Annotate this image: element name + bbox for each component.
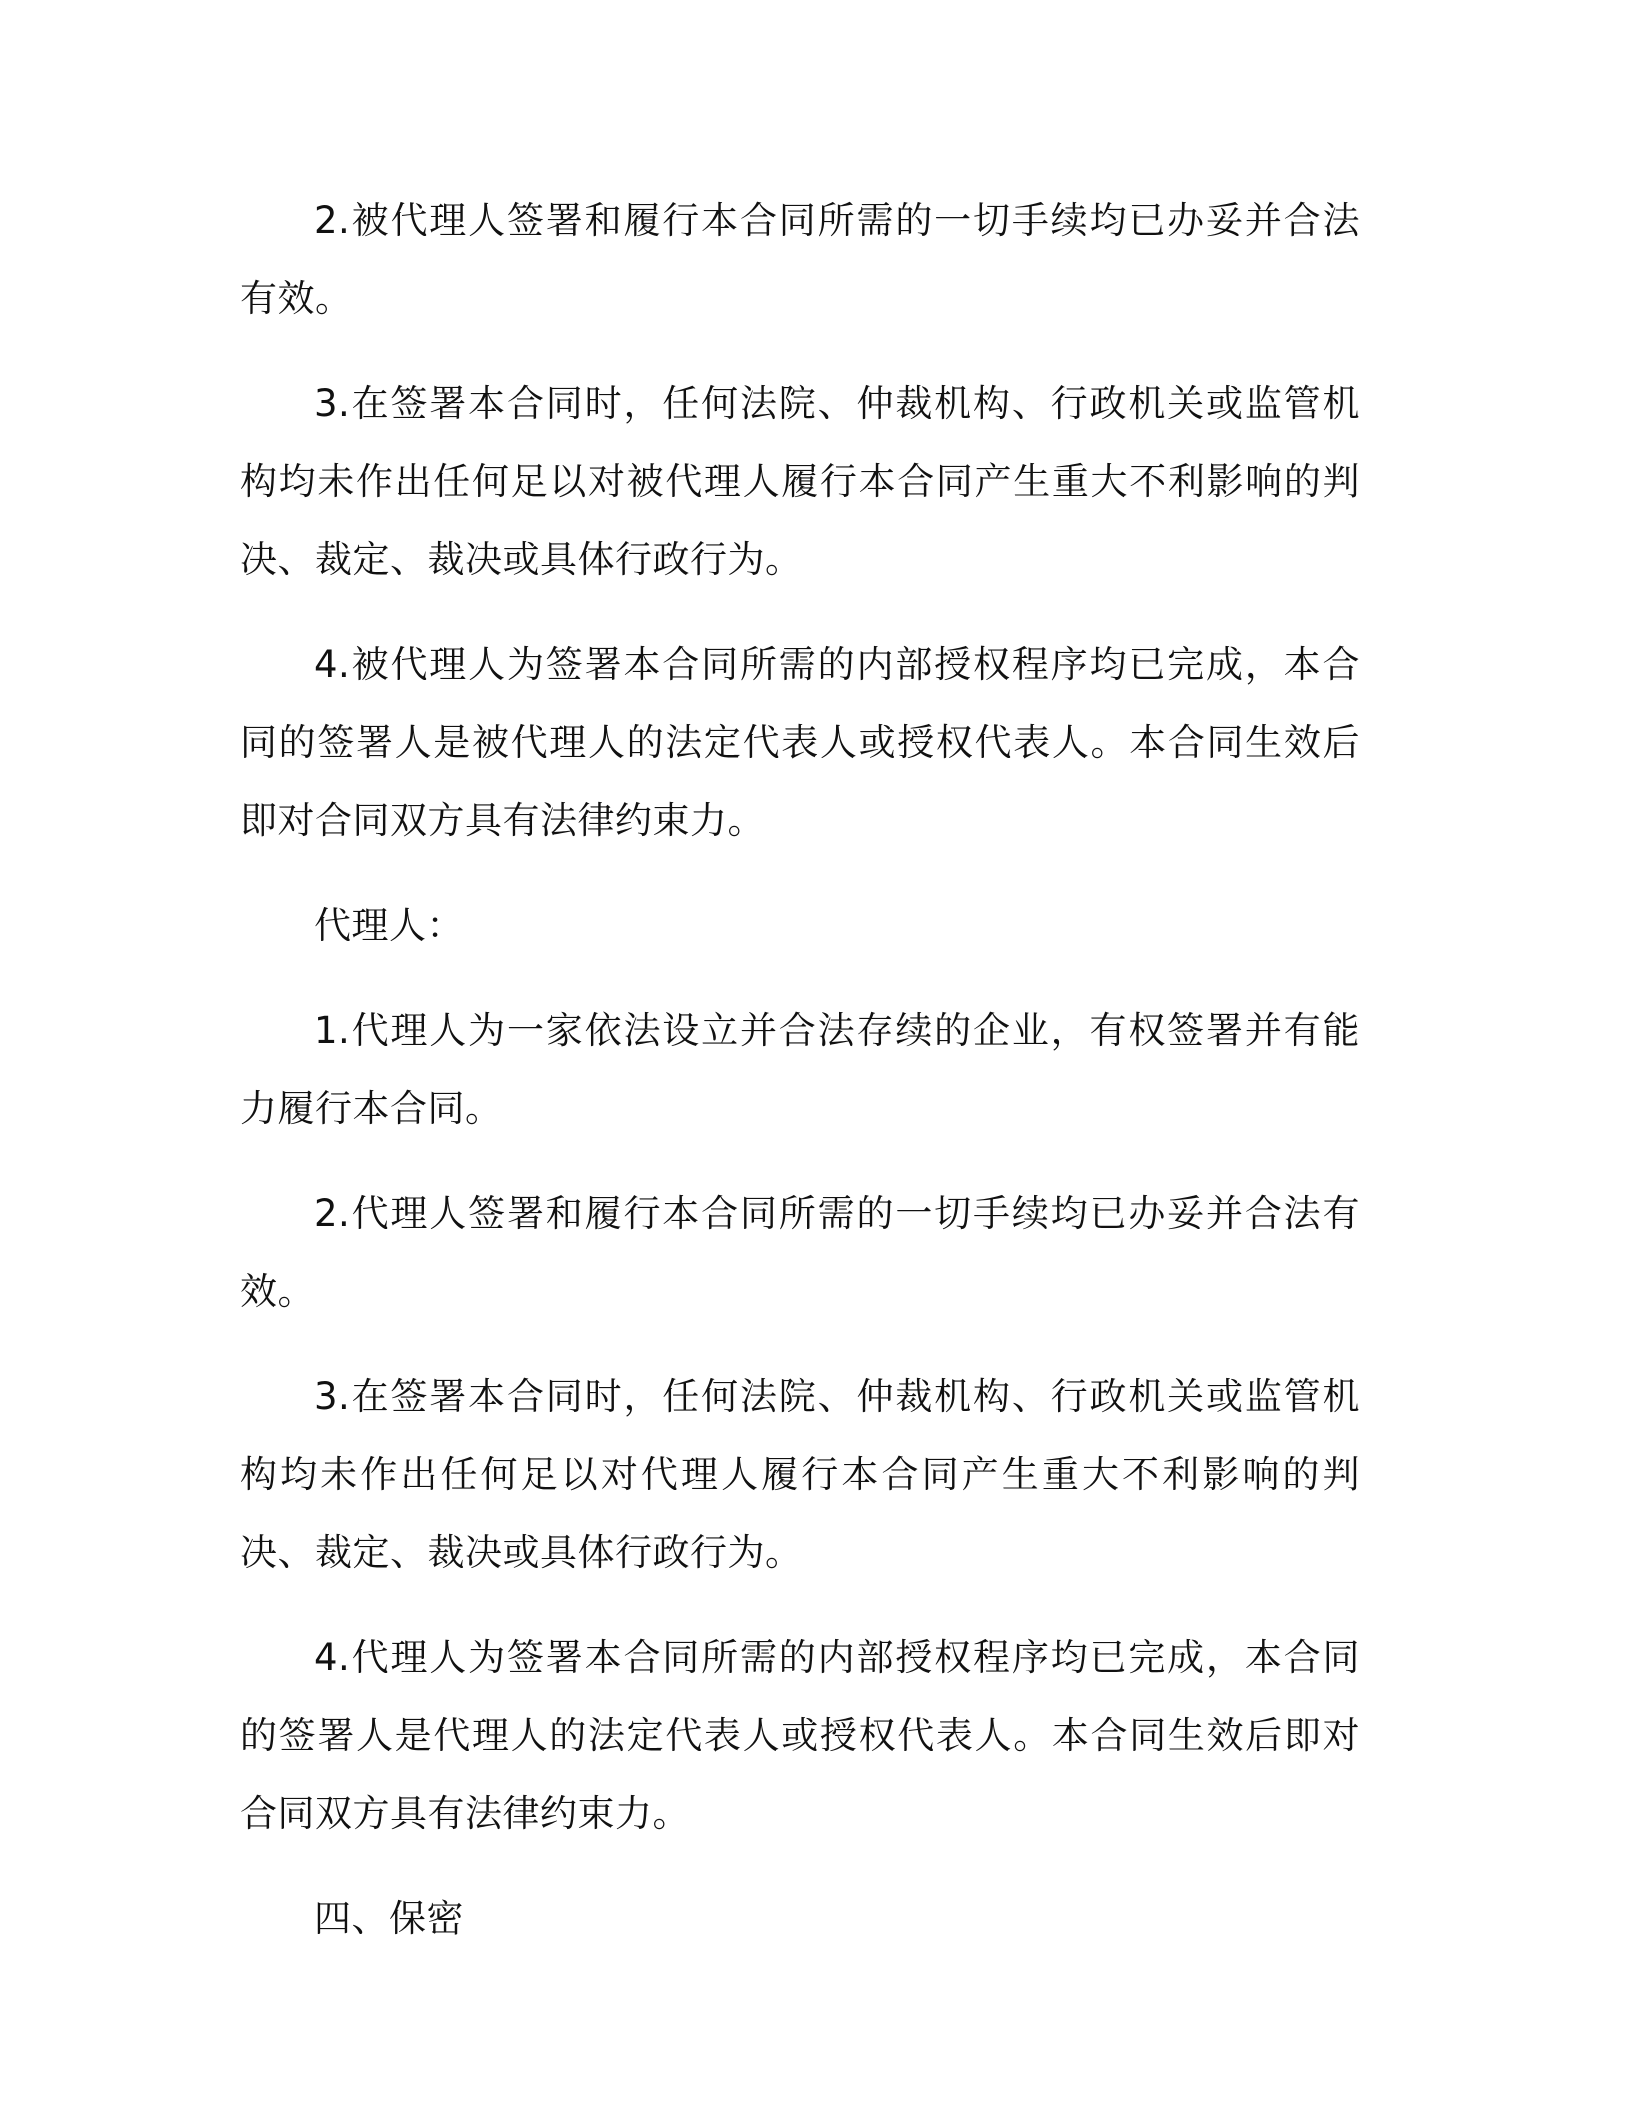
principal-clause-2: 2.被代理人签署和履行本合同所需的一切手续均已办妥并合法有效。: [240, 199, 1360, 320]
section-heading-confidentiality: 四、保密: [314, 1897, 464, 1940]
principal-clause-3: 3.在签署本合同时，任何法院、仲裁机构、行政机关或监管机构均未作出任何足以对被代理人履行本合同产生重大不利影响的判决、裁定、裁决或具体行政行为。: [240, 382, 1360, 581]
agent-clause-3: 3.在签署本合同时，任何法院、仲裁机构、行政机关或监管机构均未作出任何足以对代理人履行本合同产生重大不利影响的判决、裁定、裁决或具体行政行为。: [240, 1375, 1360, 1574]
principal-clause-4: 4.被代理人为签署本合同所需的内部授权程序均已完成，本合同的签署人是被代理人的法定代表人或授权代表人。本合同生效后即对合同双方具有法律约束力。: [240, 643, 1360, 842]
agent-clause-1: 1.代理人为一家依法设立并合法存续的企业，有权签署并有能力履行本合同。: [240, 1009, 1360, 1130]
document-body: [240, 182, 1360, 1985]
agent-clause-4: 4.代理人为签署本合同所需的内部授权程序均已完成，本合同的签署人是代理人的法定代表人或授权代表人。本合同生效后即对合同双方具有法律约束力。: [240, 1636, 1360, 1835]
agent-clause-2: 2.代理人签署和履行本合同所需的一切手续均已办妥并合法有效。: [240, 1192, 1360, 1313]
agent-heading: 代理人：: [314, 904, 464, 947]
